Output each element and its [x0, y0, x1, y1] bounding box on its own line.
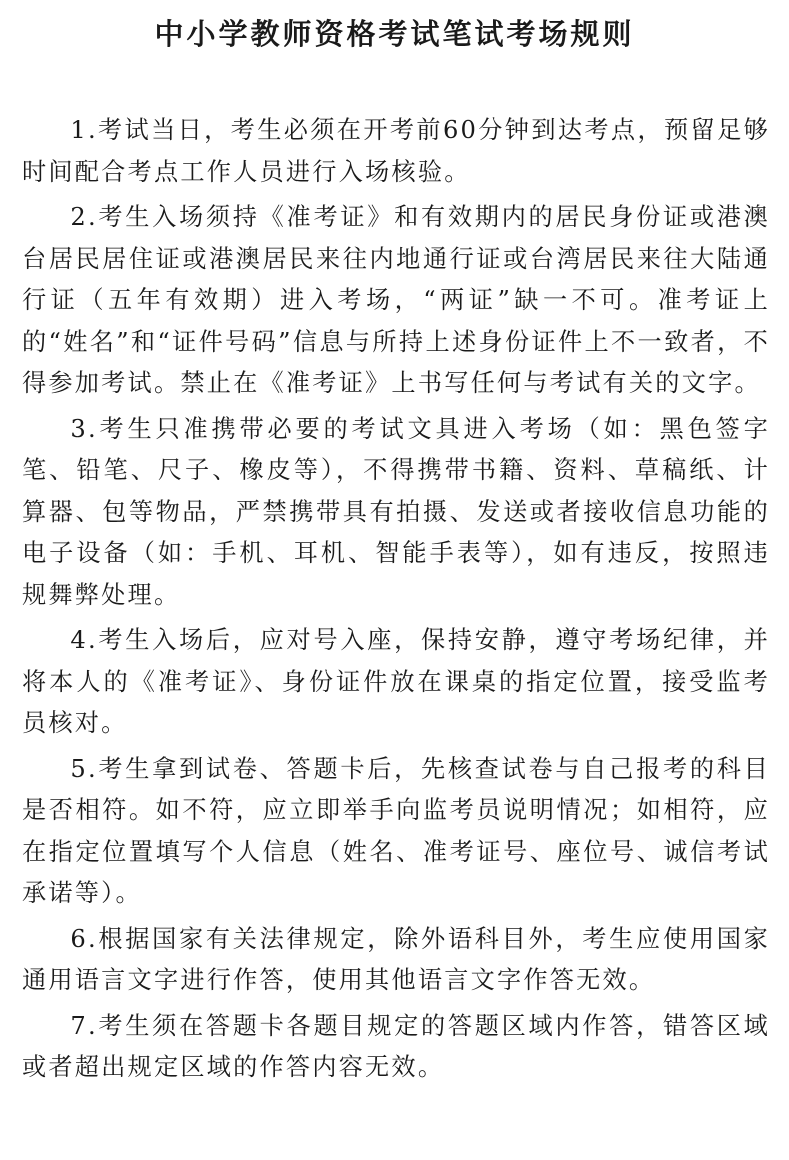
rule-paragraph-5: 5.考生拿到试卷、答题卡后，先核查试卷与自己报考的科目是否相符。如不符，应立即举手向监考员说明情况；如相符，应在指定位置填写个人信息（姓名、准考证号、座位号、诚信考试承诺等）。 [22, 754, 770, 907]
rule-paragraph-7: 7.考生须在答题卡各题目规定的答题区域内作答，错答区域或者超出规定区域的作答内容无效。 [22, 1011, 770, 1081]
rule-paragraph-2: 2.考生入场须持《准考证》和有效期内的居民身份证或港澳台居民居住证或港澳居民来往内地通行证或台湾居民来往大陆通行证（五年有效期）进入考场，“两证”缺一不可。准考证上的“姓名”和“证件号码”信息与所持上述身份证件上不一致者，不得参加考试。禁止在《准考证》上书写任何与考试有关的文字。 [22, 203, 770, 397]
rules-body [22, 110, 770, 1093]
document-title: 中小学教师资格考试笔试考场规则 [154, 17, 635, 51]
rule-paragraph-3: 3.考生只准携带必要的考试文具进入考场（如：黑色签字笔、铅笔、尺子、橡皮等），不得携带书籍、资料、草稿纸、计算器、包等物品，严禁携带具有拍摄、发送或者接收信息功能的电子设备（如：手机、耳机、智能手表等），如有违反，按照违规舞弊处理。 [22, 414, 770, 609]
rule-paragraph-4: 4.考生入场后，应对号入座，保持安静，遵守考场纪律，并将本人的《准考证》、身份证件放在课桌的指定位置，接受监考员核对。 [22, 626, 770, 737]
rule-paragraph-1: 1.考试当日，考生必须在开考前60分钟到达考点，预留足够时间配合考点工作人员进行入场核验。 [22, 116, 770, 186]
rule-paragraph-6: 6.根据国家有关法律规定，除外语科目外，考生应使用国家通用语言文字进行作答，使用其他语言文字作答无效。 [22, 924, 770, 994]
